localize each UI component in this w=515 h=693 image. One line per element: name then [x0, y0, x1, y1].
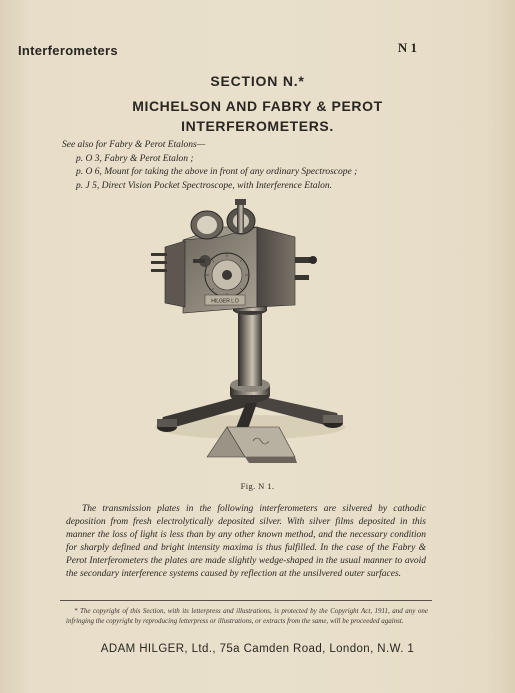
publisher-imprint: ADAM HILGER, Ltd., 75a Camden Road, London, N.W. 1 [100, 643, 415, 655]
page-title-line1: MICHELSON AND FABRY & PEROT [132, 98, 383, 114]
nameplate-text: HILGER L D [211, 298, 239, 305]
running-header-title: Interferometers [18, 43, 118, 58]
body-paragraph: The transmission plates in the following interferometers are silvered by cathodic deposition from fresh electrolytically deposited silver. With silver films deposited in this manner the loss of light is less than by any other known method, and the necessary condition for sharply defined and bright intensity maxima is thus fulfilled. In the case of the Fabry & Perot Interferometers the plates are made slightly wedge-shaped in the usual manner to avoid the secondary interference systems caused by reflection at the unsilvered outer surfaces. [66, 504, 426, 579]
see-also-ref: p. O 6, Mount for taking the above in front of any ordinary Spectroscope ; [76, 167, 358, 177]
see-also-ref: p. J 5, Direct Vision Pocket Spectroscope, with Interference Etalon. [76, 180, 332, 191]
page-title-line2: INTERFEROMETERS. [181, 118, 334, 134]
footnote-divider [60, 600, 432, 601]
page-title [0, 96, 515, 136]
see-also-block [62, 139, 357, 193]
see-also-ref: p. O 3, Fabry & Perot Etalon ; [76, 153, 194, 164]
copyright-footnote: * The copyright of this Section, with its letterpress and illustrations, is protected by the Copyright Act, 1911, and any one infringing the copyright by reproducing letterpress or illustrations, or extracts from the same, will be proceeded against. [66, 607, 428, 625]
see-also-intro: See also for Fabry & Perot Etalons— [62, 140, 206, 150]
page-code: N 1 [397, 40, 417, 55]
section-title: SECTION N.* [210, 73, 305, 89]
figure-caption: Fig. N 1. [240, 481, 275, 491]
interferometer-illustration [145, 195, 355, 480]
